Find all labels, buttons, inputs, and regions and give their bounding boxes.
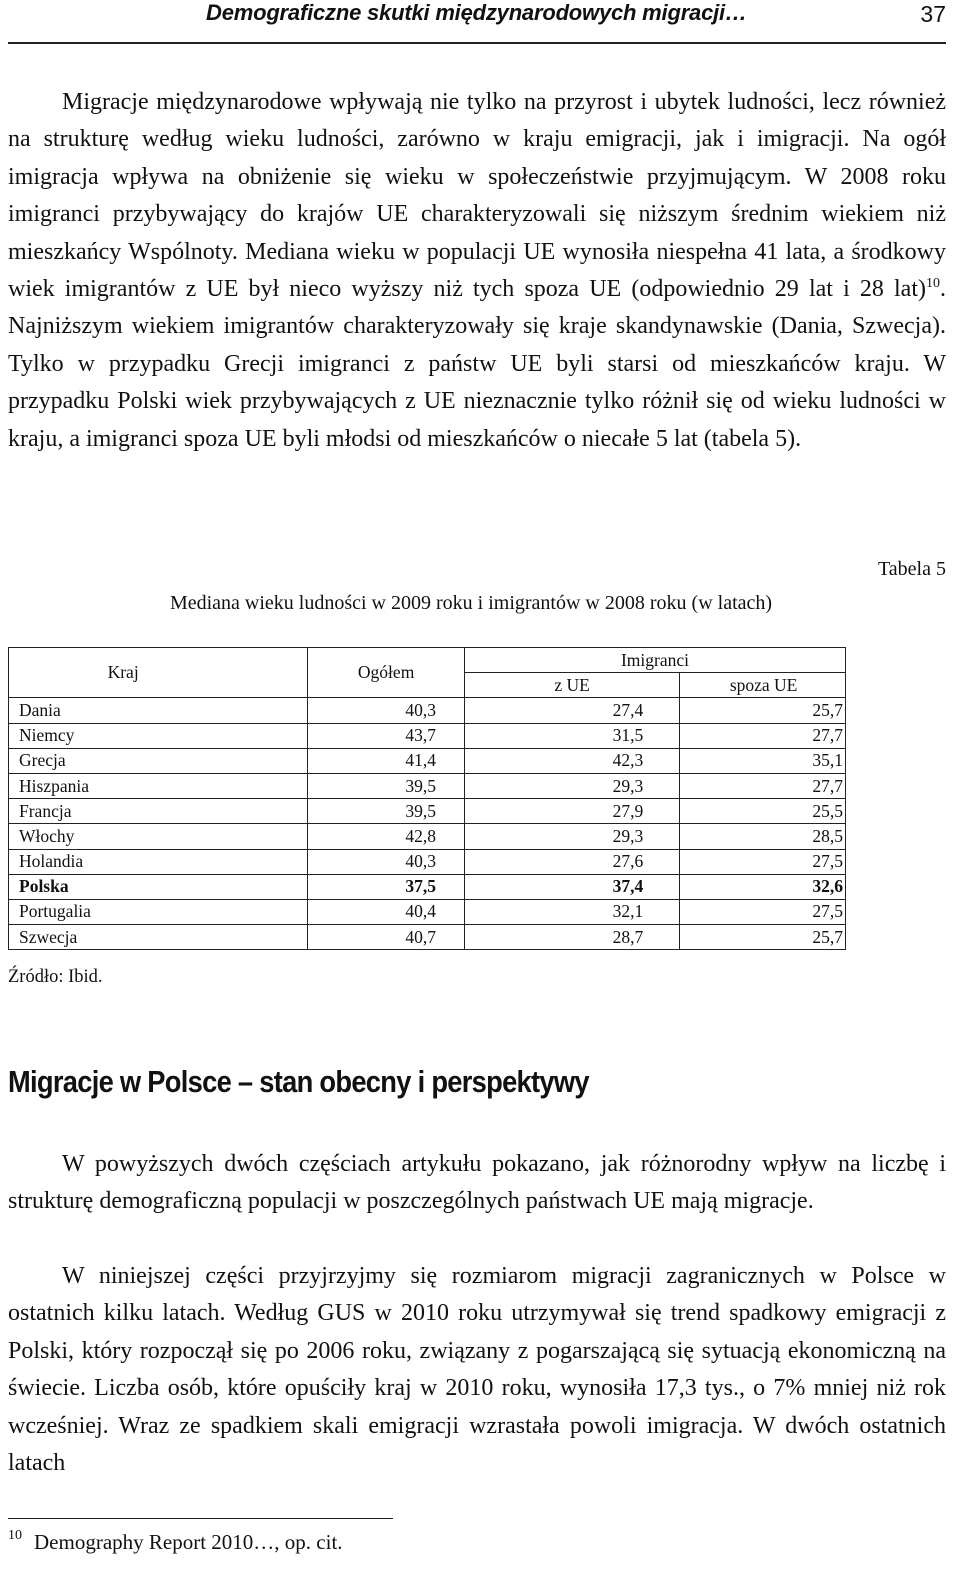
cell-outside-eu: 35,1 xyxy=(680,748,846,773)
footnote-divider xyxy=(8,1518,393,1519)
cell-country: Holandia xyxy=(9,849,308,874)
table-row xyxy=(9,748,846,773)
table-row xyxy=(9,925,846,950)
running-title: Demograficzne skutki międzynarodowych migracji… xyxy=(206,0,747,25)
cell-total: 40,3 xyxy=(308,698,465,723)
cell-total: 37,5 xyxy=(308,874,465,899)
paragraph-text: W powyższych dwóch częściach artykułu pokazano, jak różnorodny wpływ na liczbę i strukturę demograficzną populacji w poszczególnych państwach UE mają migracje. xyxy=(8,1151,946,1215)
cell-from-eu: 29,3 xyxy=(464,773,679,798)
table-row xyxy=(9,773,846,798)
table-row xyxy=(9,723,846,748)
cell-country: Niemcy xyxy=(9,723,308,748)
footnote xyxy=(8,1530,343,1555)
cell-total: 43,7 xyxy=(308,723,465,748)
cell-outside-eu: 28,5 xyxy=(680,824,846,849)
paragraph-poland-migration xyxy=(8,1258,946,1482)
cell-from-eu: 27,9 xyxy=(464,799,679,824)
cell-total: 39,5 xyxy=(308,799,465,824)
header-from-eu: z UE xyxy=(464,673,679,698)
cell-from-eu: 28,7 xyxy=(464,925,679,950)
cell-country: Włochy xyxy=(9,824,308,849)
cell-outside-eu: 27,7 xyxy=(680,723,846,748)
cell-total: 39,5 xyxy=(308,773,465,798)
cell-from-eu: 27,6 xyxy=(464,849,679,874)
table-number: Tabela 5 xyxy=(877,558,946,580)
cell-total: 40,7 xyxy=(308,925,465,950)
cell-outside-eu: 27,5 xyxy=(680,849,846,874)
footnote-reference[interactable]: 10 xyxy=(926,276,940,292)
footnote-text: Demography Report 2010…, op. cit. xyxy=(34,1530,343,1554)
table-source: Źródło: Ibid. xyxy=(8,967,103,987)
header-country: Kraj xyxy=(9,648,308,698)
cell-country: Dania xyxy=(9,698,308,723)
cell-country: Polska xyxy=(9,874,308,899)
table-row xyxy=(9,698,846,723)
table-row xyxy=(9,824,846,849)
cell-outside-eu: 25,5 xyxy=(680,799,846,824)
header-total: Ogółem xyxy=(308,648,465,698)
paragraph-text: W niniejszej części przyjrzyjmy się rozmiarom migracji zagranicznych w Polsce w ostatnich kilku latach. Według GUS w 2010 roku utrzymywał się trend spadkowy emigracji z Polski, który rozpoczął się po 2006 roku, związany z pogarszającą się sytuacją ekonomiczną na świecie. Liczba osób, które opuściły kraj w 2010 roku, wynosiła 17,3 tys., o 7% mniej niż rok wcześniej. Wraz ze spadkiem skali emigracji wzrastała powoli imigracja. W dwóch ostatnich latach xyxy=(8,1263,946,1477)
cell-outside-eu: 25,7 xyxy=(680,698,846,723)
table-row xyxy=(9,849,846,874)
section-heading: Migracje w Polsce – stan obecny i perspektywy xyxy=(8,1064,589,1099)
page-number: 37 xyxy=(920,1,946,27)
cell-from-eu: 27,4 xyxy=(464,698,679,723)
cell-country: Francja xyxy=(9,799,308,824)
table-caption xyxy=(8,592,946,615)
cell-total: 41,4 xyxy=(308,748,465,773)
paragraph-text: Migracje międzynarodowe wpływają nie tylko na przyrost i ubytek ludności, lecz również na strukturę według wieku ludności, zarówno w kraju emigracji, jak i imigracji. Na ogół imigracja wpływa na obniżenie się wieku w społeczeństwie przyjmującym. W 2008 roku imigranci przybywający do krajów UE charakteryzowali się niższym średnim wiekiem niż mieszkańcy Wspólnoty. Mediana wieku w populacji UE wynosiła niespełna 41 lata, a środkowy wiek imigrantów z UE był nieco wyższy niż tych spoza UE (odpowiednio 29 lat i 28 lat) xyxy=(8,89,946,303)
paragraph-text-continued: . Najniższym wiekiem imigrantów charakteryzowały się kraje skandynawskie (Dania, Szwecja). Tylko w przypadku Grecji imigranci z państw UE byli starsi od mieszkańców kraju. W przypadku Polski wiek przybywających z UE nieznacznie tylko różnił się od wieku ludności w kraju, a imigranci spoza UE byli młodsi od mieszkańców o niecałe 5 lat (tabela 5). xyxy=(8,276,946,452)
cell-country: Grecja xyxy=(9,748,308,773)
header-outside-eu: spoza UE xyxy=(680,673,846,698)
cell-total: 42,8 xyxy=(308,824,465,849)
table-caption-text: Mediana wieku ludności w 2009 roku i imigrantów w 2008 roku (w latach) xyxy=(169,592,773,614)
table-row xyxy=(9,799,846,824)
paragraph-migration-age-structure xyxy=(8,84,946,458)
cell-from-eu: 32,1 xyxy=(464,899,679,924)
cell-outside-eu: 27,5 xyxy=(680,899,846,924)
table-row-highlighted xyxy=(9,874,846,899)
median-age-table xyxy=(8,647,846,950)
cell-country: Szwecja xyxy=(9,925,308,950)
table-row xyxy=(9,899,846,924)
footnote-mark: 10 xyxy=(8,1528,22,1543)
cell-country: Hiszpania xyxy=(9,773,308,798)
cell-from-eu: 42,3 xyxy=(464,748,679,773)
cell-outside-eu: 25,7 xyxy=(680,925,846,950)
header-immigrants: Imigranci xyxy=(464,648,845,673)
cell-total: 40,4 xyxy=(308,899,465,924)
cell-country: Portugalia xyxy=(9,899,308,924)
cell-from-eu: 31,5 xyxy=(464,723,679,748)
cell-outside-eu: 32,6 xyxy=(680,874,846,899)
cell-from-eu: 37,4 xyxy=(464,874,679,899)
paragraph-summary xyxy=(8,1146,946,1221)
cell-outside-eu: 27,7 xyxy=(680,773,846,798)
cell-total: 40,3 xyxy=(308,849,465,874)
table-header-row xyxy=(9,648,846,673)
cell-from-eu: 29,3 xyxy=(464,824,679,849)
running-header xyxy=(8,0,946,44)
